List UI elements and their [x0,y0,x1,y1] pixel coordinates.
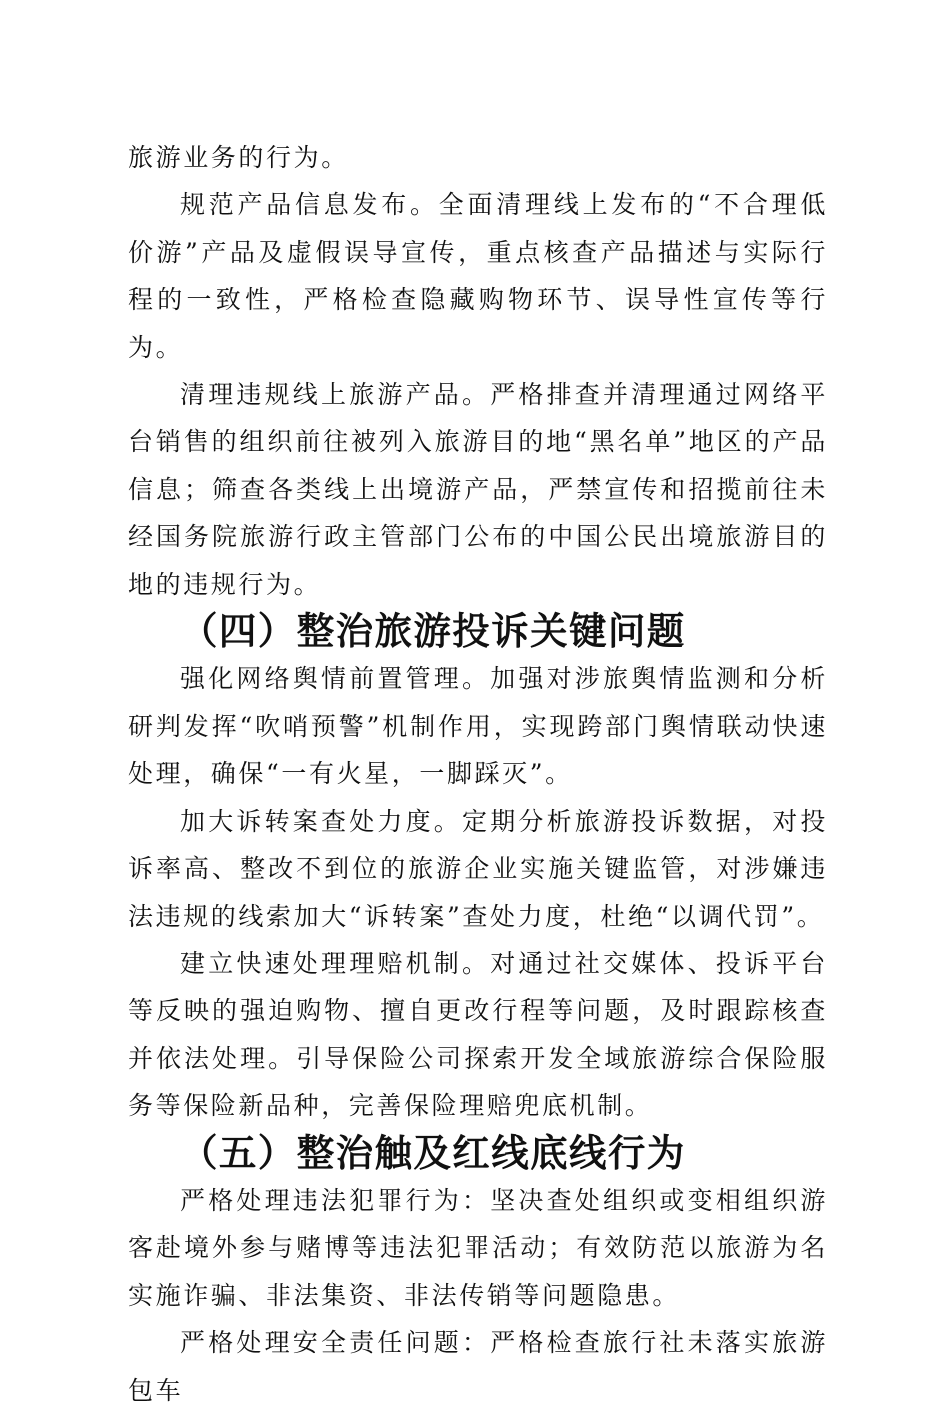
document-page [128,134,828,1414]
section-heading-5: （五）整治触及红线底线行为 [180,1130,686,1175]
paragraph-claims-mechanism: 建立快速处理理赔机制。对通过社交媒体、投诉平台等反映的强迫购物、擅自更改行程等问题，及时跟踪核查并依法处理。引导保险公司探索开发全域旅游综合保险服务等保险新品种，完善保险理赔兜底机制。 [128,948,828,1121]
paragraph-product-info: 规范产品信息发布。全面清理线上发布的“不合理低价游”产品及虚假误导宣传，重点核查产品描述与实际行程的一致性，严格检查隐藏购物环节、误导性宣传等行为。 [128,190,828,362]
paragraph-complaint-cases: 加大诉转案查处力度。定期分析旅游投诉数据，对投诉率高、整改不到位的旅游企业实施关键监管，对涉嫌违法违规的线索加大“诉转案”查处力度，杜绝“以调代罚”。 [128,806,828,931]
paragraph-online-products: 清理违规线上旅游产品。严格排查并清理通过网络平台销售的组织前往被列入旅游目的地“黑名单”地区的产品信息；筛查各类线上出境游产品，严禁宣传和招揽前往未经国务院旅游行政主管部门公布的中国公民出境旅游目的地的违规行为。 [128,380,828,599]
paragraph-illegal-acts: 严格处理违法犯罪行为：坚决查处组织或变相组织游客赴境外参与赌博等违法犯罪活动；有效防范以旅游为名实施诈骗、非法集资、非法传销等问题隐患。 [128,1185,828,1310]
paragraph-safety-responsibility: 严格处理安全责任问题：严格检查旅行社未落实旅游包车 [128,1328,828,1405]
section-heading-4: （四）整治旅游投诉关键问题 [180,609,686,654]
paragraph-continuation: 旅游业务的行为。 [128,143,349,172]
paragraph-public-opinion: 强化网络舆情前置管理。加强对涉旅舆情监测和分析研判发挥“吹哨预警”机制作用，实现跨部门舆情联动快速处理，确保“一有火星，一脚踩灭”。 [128,664,828,789]
